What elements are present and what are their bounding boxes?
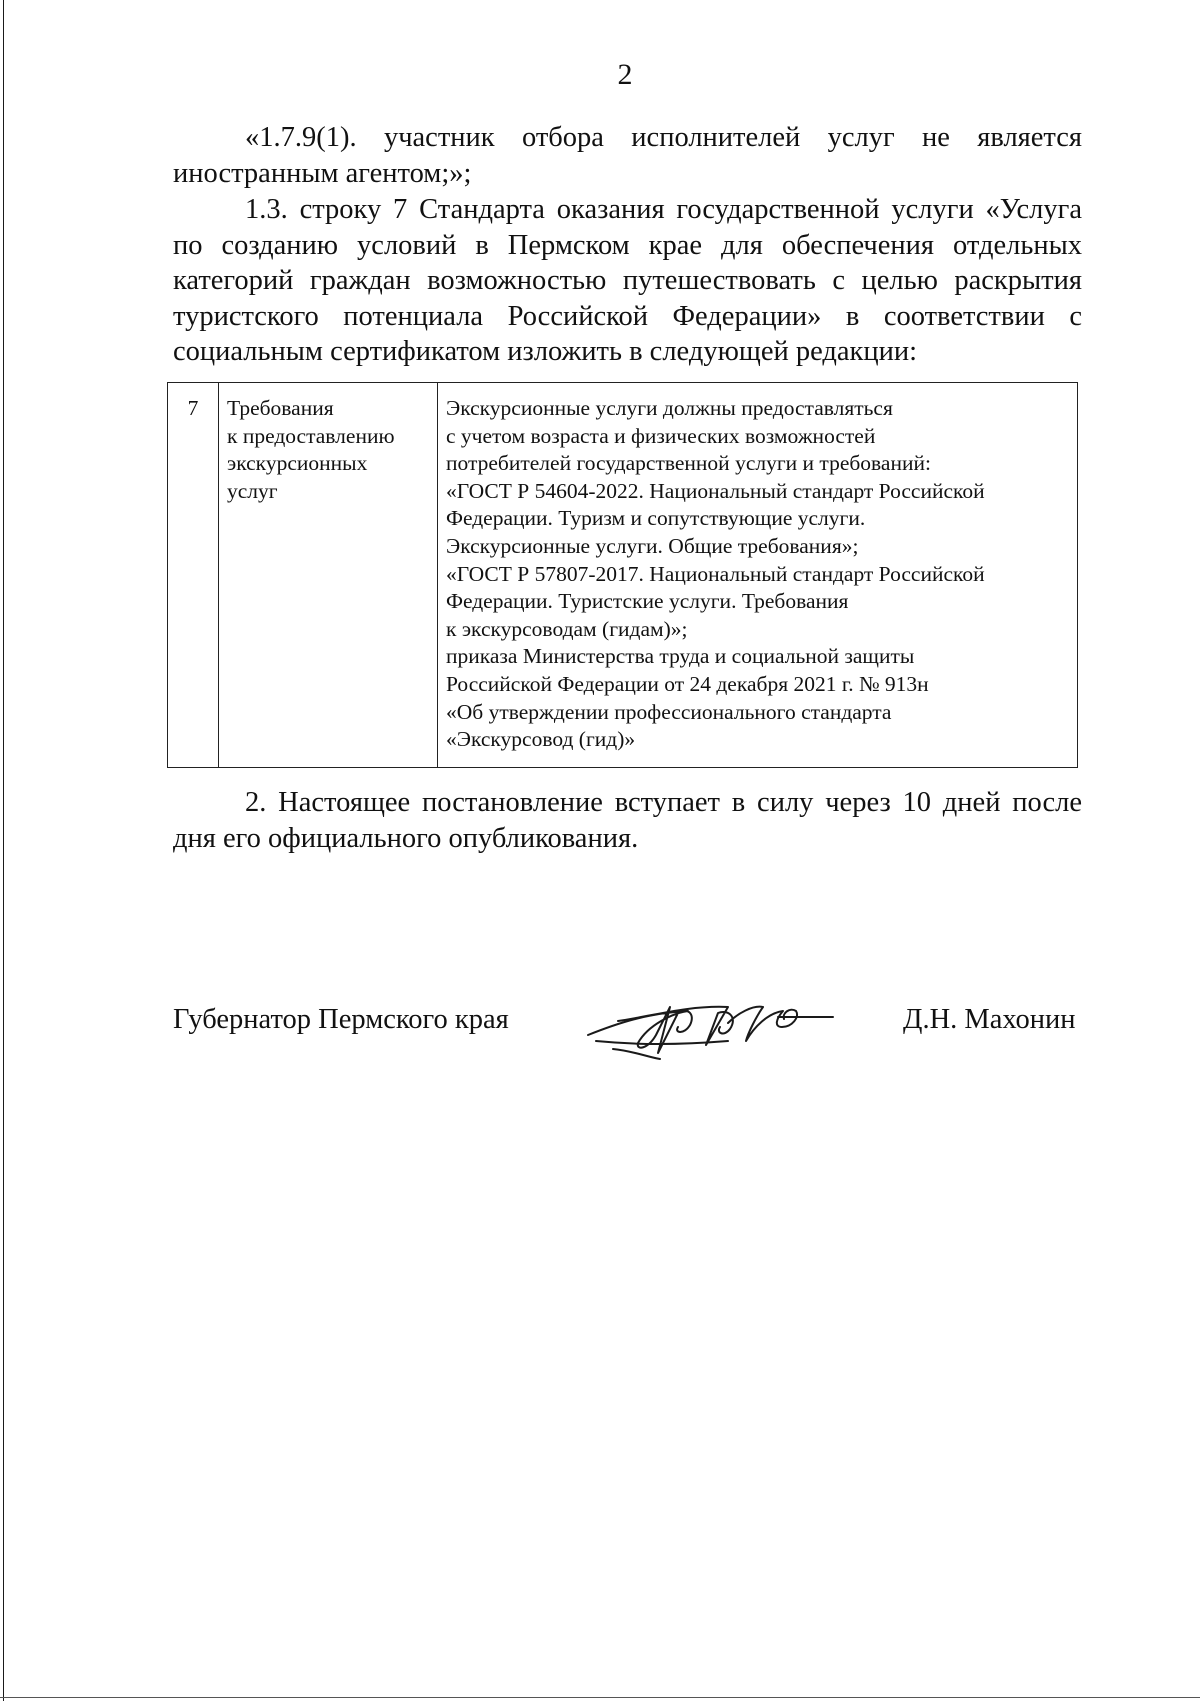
description-line: приказа Министерства труда и социальной защиты <box>446 644 915 669</box>
table-row <box>168 383 1078 768</box>
description-line: Федерации. Туристские услуги. Требования <box>446 589 849 614</box>
requirement-line: экскурсионных <box>227 451 368 476</box>
table-cell-description <box>438 383 1078 768</box>
description-line: Экскурсионные услуги. Общие требования»; <box>446 533 859 558</box>
paragraph-entry-into-force: 2. Настоящее постановление вступает в силу через 10 дней после дня его официального опубликования. <box>173 787 1082 854</box>
description-line: «Об утверждении профессионального стандарта <box>446 699 892 724</box>
page-number: 2 <box>617 58 633 91</box>
description-line: «ГОСТ Р 54604-2022. Национальный стандарт Российской <box>446 478 985 503</box>
description-line: к экскурсоводам (гидам)»; <box>446 616 688 641</box>
description-line: «Экскурсовод (гид)» <box>446 727 636 752</box>
signatory-title: Губернатор Пермского края <box>173 1004 509 1035</box>
description-line: Российской Федерации от 24 декабря 2021 г. № 913н <box>446 671 929 696</box>
description-line: с учетом возраста и физических возможностей <box>446 423 876 448</box>
requirement-line: услуг <box>227 478 278 503</box>
handwritten-signature <box>578 983 838 1063</box>
description-line: Экскурсионные услуги должны предоставляться <box>446 396 893 420</box>
requirements-table <box>167 382 1078 768</box>
page-edge-bottom <box>0 1697 1200 1698</box>
description-line: «ГОСТ Р 57807-2017. Национальный стандарт Российской <box>446 561 985 586</box>
paragraph-foreign-agent: «1.7.9(1). участник отбора исполнителей услуг не является иностранным агентом;»; <box>173 122 1082 189</box>
signatory-name: Д.Н. Махонин <box>903 1004 1076 1035</box>
description-line: Федерации. Туризм и сопутствующие услуги. <box>446 506 866 531</box>
paragraph-standard-line-7: 1.3. строку 7 Стандарта оказания государственной услуги «Услуга по созданию условий в Пермском крае для обеспечения отдельных категорий граждан возможностью путешествовать с целью раскрытия туристского потенциала Российской Федерации» в соответствии с социальным сертификатом изложить в следующей редакции: <box>173 194 1082 367</box>
page-edge-left <box>3 0 4 1701</box>
requirement-line: к предоставлению <box>227 423 395 448</box>
table-cell-requirement <box>219 383 438 768</box>
table-cell-number: 7 <box>168 383 219 768</box>
description-line: потребителей государственной услуги и требований: <box>446 451 931 476</box>
requirement-line: Требования <box>227 396 334 420</box>
